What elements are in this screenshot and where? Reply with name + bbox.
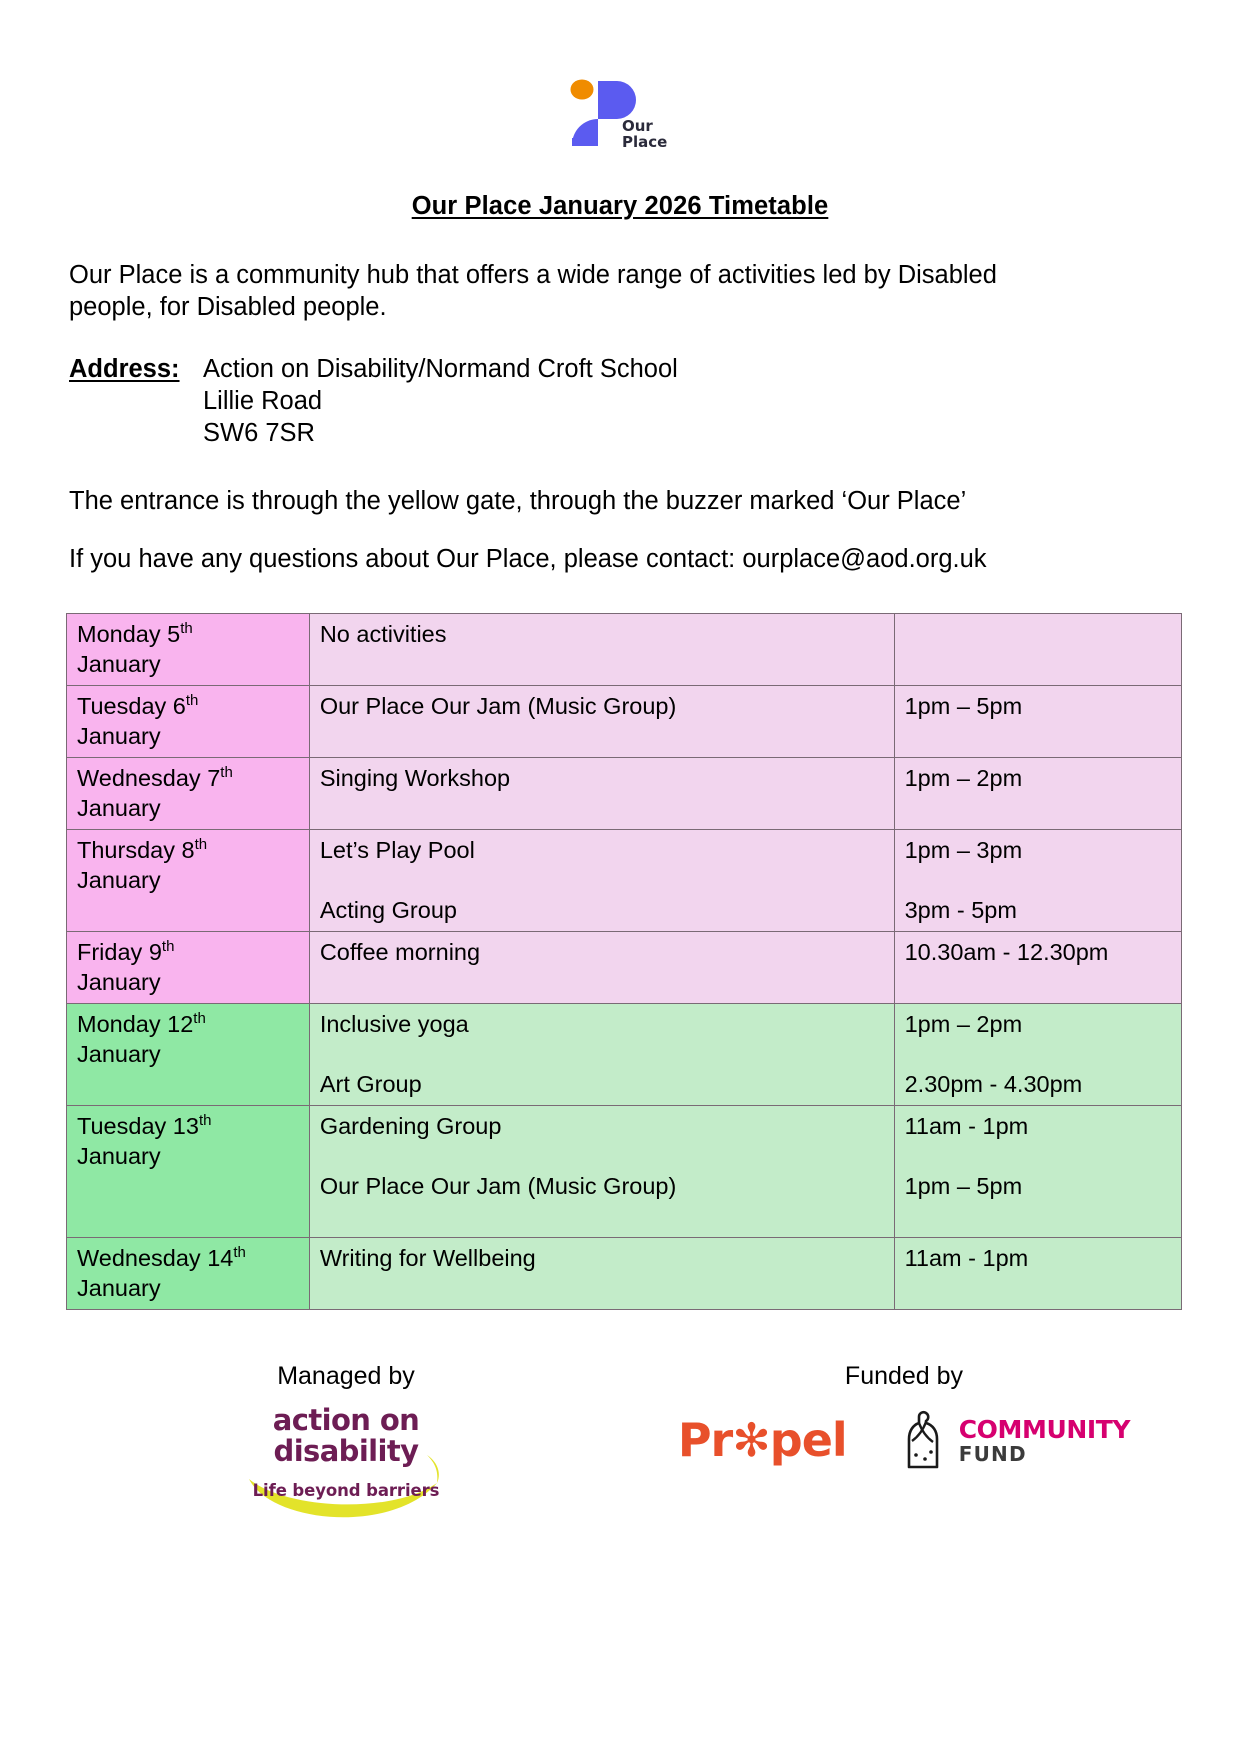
header-logo-block [0,0,1240,150]
table-row [67,758,1182,830]
entrance-paragraph: The entrance is through the yellow gate, through the buzzer marked ‘Our Place’ [69,487,967,515]
row-time-cell [894,1004,1181,1106]
time-primary: 1pm – 5pm [904,693,1023,719]
row-time-cell [894,932,1181,1004]
row-day-cell [67,686,310,758]
activity-primary: Coffee morning [319,939,481,965]
day-number: 9 [148,939,162,965]
community-fund-line-2: FUND [958,1441,1027,1466]
row-day-cell [67,1004,310,1106]
logo-upper-shape [598,80,636,119]
day-ordinal: th [180,620,193,638]
day-number: 7 [207,765,221,791]
propel-logo [678,1415,847,1465]
funded-by-label: Funded by [844,1362,964,1390]
time-primary: 10.30am - 12.30pm [904,939,1109,965]
logo-text-our: Our [622,117,653,135]
row-activity-cell [309,1004,894,1106]
timetable-body [67,614,1182,1310]
activity-secondary: Art Group [319,1071,422,1097]
day-month: January [77,969,161,995]
time-primary: 11am - 1pm [904,1245,1029,1271]
row-day-cell [67,830,310,932]
day-number: 5 [167,621,181,647]
activity-primary: Gardening Group [319,1113,502,1139]
row-time-cell [894,686,1181,758]
day-month: January [77,795,161,821]
crossed-fingers-icon [895,1409,951,1471]
day-name: Friday [77,939,143,965]
logo-text-place: Place [622,133,668,150]
row-time-cell [894,1238,1181,1310]
row-day-cell [67,932,310,1004]
page-title-text: Our Place January 2026 Timetable [411,192,829,220]
day-ordinal: th [194,836,208,854]
action-on-disability-logo [251,1405,441,1523]
community-fund-line-1: COMMUNITY [958,1414,1131,1444]
address-block [69,353,1180,449]
day-number: 12 [167,1011,194,1037]
activity-primary: Singing Workshop [319,765,511,791]
aod-line-1: action on [272,1403,420,1437]
table-row [67,1106,1182,1238]
activity-primary: No activities [319,621,447,647]
day-name: Tuesday [77,1113,167,1139]
row-time-cell [894,1106,1181,1238]
managed-by-section [66,1362,626,1523]
address-line-3: SW6 7SR [203,419,315,447]
time-secondary: 1pm – 5pm [904,1173,1023,1199]
row-activity-cell [309,614,894,686]
day-month: January [77,1143,161,1169]
day-ordinal: th [220,764,233,782]
intro-section [0,259,1240,575]
row-activity-cell [309,758,894,830]
day-name: Wednesday [77,1245,201,1271]
table-row [67,830,1182,932]
activity-primary: Writing for Wellbeing [319,1245,536,1271]
propel-prefix: Pr [677,1413,733,1467]
intro-paragraph: Our Place is a community hub that offers a wide range of activities led by Disabled people, for Disabled people. [69,261,997,321]
day-ordinal: th [185,692,199,710]
day-name: Monday [77,621,161,647]
day-number: 8 [181,837,195,863]
row-time-cell [894,614,1181,686]
day-month: January [77,867,161,893]
row-day-cell [67,758,310,830]
footer [66,1362,1182,1523]
propel-star-icon: ✻ [732,1413,770,1467]
propel-suffix: pel [769,1413,847,1467]
logo-orange-dot [571,80,594,100]
time-primary: 1pm – 2pm [904,765,1023,791]
our-place-logo [565,78,675,150]
aod-line-2: disability [273,1434,419,1468]
row-activity-cell [309,1238,894,1310]
day-name: Thursday [77,837,175,863]
row-activity-cell [309,686,894,758]
community-fund-text [958,1414,1131,1466]
community-fund-logo [895,1409,1130,1471]
activity-primary: Our Place Our Jam (Music Group) [319,693,677,719]
funder-logos [626,1409,1182,1471]
activity-primary: Let’s Play Pool [319,837,475,863]
row-spacer [320,1201,886,1231]
table-row [67,614,1182,686]
day-number: 6 [172,693,186,719]
time-secondary: 3pm - 5pm [904,897,1017,923]
day-name: Monday [77,1011,161,1037]
activity-secondary: Acting Group [319,897,457,923]
logo-base-bar [572,138,598,146]
timetable-wrapper [0,613,1240,1310]
day-month: January [77,723,161,749]
day-number: 14 [207,1245,234,1271]
activity-primary: Inclusive yoga [319,1011,469,1037]
row-activity-cell [309,830,894,932]
row-day-cell [67,1238,310,1310]
managed-by-label: Managed by [277,1362,415,1390]
page-title [0,192,1240,221]
day-ordinal: th [161,938,175,956]
time-primary: 1pm – 3pm [904,837,1023,863]
address-label: Address: [69,355,180,383]
row-activity-cell [309,932,894,1004]
aod-tagline: Life beyond barriers [252,1481,440,1500]
day-name: Wednesday [77,765,201,791]
activity-secondary: Our Place Our Jam (Music Group) [319,1173,677,1199]
day-month: January [77,1041,161,1067]
day-ordinal: th [233,1244,246,1262]
table-row [67,686,1182,758]
address-line-1: Action on Disability/Normand Croft School [203,355,678,383]
day-month: January [77,651,161,677]
address-lines [203,353,678,449]
row-day-cell [67,614,310,686]
day-name: Tuesday [77,693,167,719]
table-row [67,1004,1182,1106]
time-secondary: 2.30pm - 4.30pm [904,1071,1083,1097]
time-primary: 1pm – 2pm [904,1011,1023,1037]
table-row [67,932,1182,1004]
row-day-cell [67,1106,310,1238]
day-ordinal: th [198,1112,212,1130]
time-primary: 11am - 1pm [904,1113,1029,1139]
address-line-2: Lillie Road [203,387,323,415]
row-spacer [320,1273,886,1303]
day-ordinal: th [193,1010,206,1028]
contact-paragraph: If you have any questions about Our Place, please contact: ourplace@aod.org.uk [69,545,987,573]
table-row [67,1238,1182,1310]
row-time-cell [894,830,1181,932]
row-time-cell [894,758,1181,830]
day-month: January [77,1275,161,1301]
timetable [66,613,1182,1310]
row-activity-cell [309,1106,894,1238]
funded-by-section [626,1362,1182,1523]
day-number: 13 [172,1113,199,1139]
